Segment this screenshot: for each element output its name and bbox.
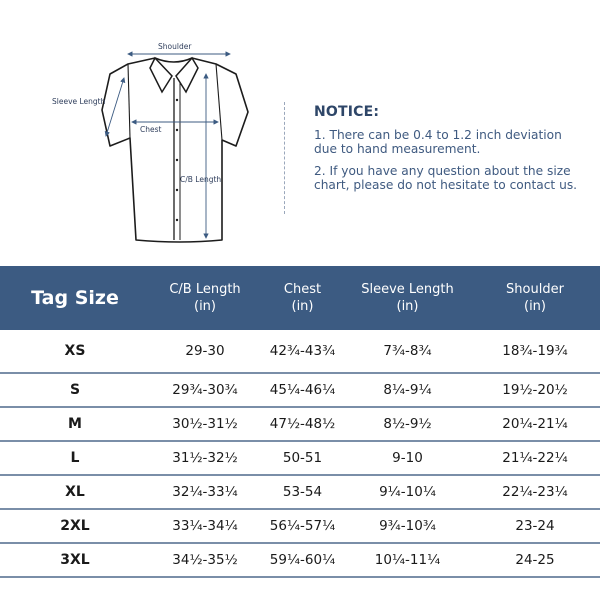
sleeve-length-value: 7¾-8¾: [383, 343, 432, 359]
shoulder-value: 20¼-21¼: [502, 416, 568, 432]
cb-length-label: C/B Length: [180, 175, 222, 184]
cb-length-value: 31½-32½: [172, 450, 238, 466]
size-chart-table: [0, 266, 600, 578]
table-header: [0, 266, 600, 330]
size-tag: 2XL: [60, 518, 90, 534]
cb-length-value: 34½-35½: [172, 552, 238, 568]
cb-length-value: 30½-31½: [172, 416, 238, 432]
shirt-measurement-diagram: [40, 30, 270, 260]
table-body: [0, 330, 600, 578]
header-shoulder-unit: (in): [524, 299, 546, 314]
chest-value: 42¾-43¾: [269, 343, 336, 359]
shoulder-value: 21¼-22¼: [502, 450, 568, 466]
chest-value: 50-51: [282, 450, 323, 466]
cb-length-value: 29¾-30¾: [172, 382, 238, 398]
header-chest: [260, 281, 345, 315]
table-row: [0, 330, 600, 374]
shoulder-value: 23-24: [515, 518, 555, 534]
table-row: [0, 442, 600, 476]
header-shoulder: [470, 281, 600, 315]
sleeve-length-label: Sleeve Length: [52, 97, 106, 106]
size-tag: S: [69, 382, 81, 398]
chest-value: 56¼-57¼: [269, 518, 336, 534]
chest-value: 47½-48½: [269, 416, 336, 432]
cb-length-value: 33¼-34¼: [172, 518, 238, 534]
header-shoulder-title: Shoulder: [506, 282, 564, 297]
header-chest-title: Chest: [283, 282, 322, 297]
chest-label: Chest: [140, 125, 162, 134]
sleeve-length-value: 9-10: [392, 450, 423, 466]
sleeve-length-value: 8½-9½: [383, 416, 432, 432]
table-row: [0, 544, 600, 578]
notice-panel: [314, 104, 584, 200]
table-row: [0, 408, 600, 442]
header-cb-length-unit: (in): [194, 299, 216, 314]
size-tag: XL: [65, 484, 85, 500]
table-row: [0, 510, 600, 544]
chest-value: 53-54: [282, 484, 323, 500]
header-sleeve-length-title: Sleeve Length: [361, 282, 454, 297]
shirt-outline: [102, 58, 248, 242]
notice-divider: [284, 102, 285, 214]
sleeve-length-value: 10¼-11¼: [374, 552, 441, 568]
header-cb-length-title: C/B Length: [169, 282, 241, 297]
shoulder-value: 22¼-23¼: [502, 484, 568, 500]
shoulder-value: 24-25: [515, 552, 555, 568]
notice-item: 1. There can be 0.4 to 1.2 inch deviation due to hand measurement.: [314, 128, 562, 156]
cb-length-value: 32¼-33¼: [172, 484, 238, 500]
header-chest-unit: (in): [291, 299, 314, 314]
header-sleeve-length-unit: (in): [396, 299, 419, 314]
shoulder-label: Shoulder: [158, 42, 192, 51]
shoulder-value: 18¾-19¾: [502, 343, 568, 359]
shirt-illustration: [40, 30, 270, 260]
header-tag-size: Tag Size: [31, 287, 119, 309]
header-sleeve-length: [345, 281, 470, 315]
table-row: [0, 476, 600, 510]
shoulder-value: 19½-20½: [502, 382, 568, 398]
size-tag: 3XL: [60, 552, 90, 568]
size-tag: XS: [64, 343, 86, 359]
size-tag: L: [70, 450, 80, 466]
chest-value: 59¼-60¼: [269, 552, 336, 568]
size-tag: M: [68, 416, 82, 432]
sleeve-length-value: 9¾-10¾: [379, 518, 436, 534]
notice-title: NOTICE:: [314, 104, 380, 120]
header-cb-length: [150, 281, 260, 315]
notice-item: 2. If you have any question about the size chart, please do not hesitate to contact us.: [314, 164, 578, 192]
chest-value: 45¼-46¼: [269, 382, 336, 398]
table-row: [0, 374, 600, 408]
cb-length-value: 29-30: [185, 343, 225, 359]
sleeve-length-value: 9¼-10¼: [379, 484, 436, 500]
sleeve-length-value: 8¼-9¼: [383, 382, 432, 398]
